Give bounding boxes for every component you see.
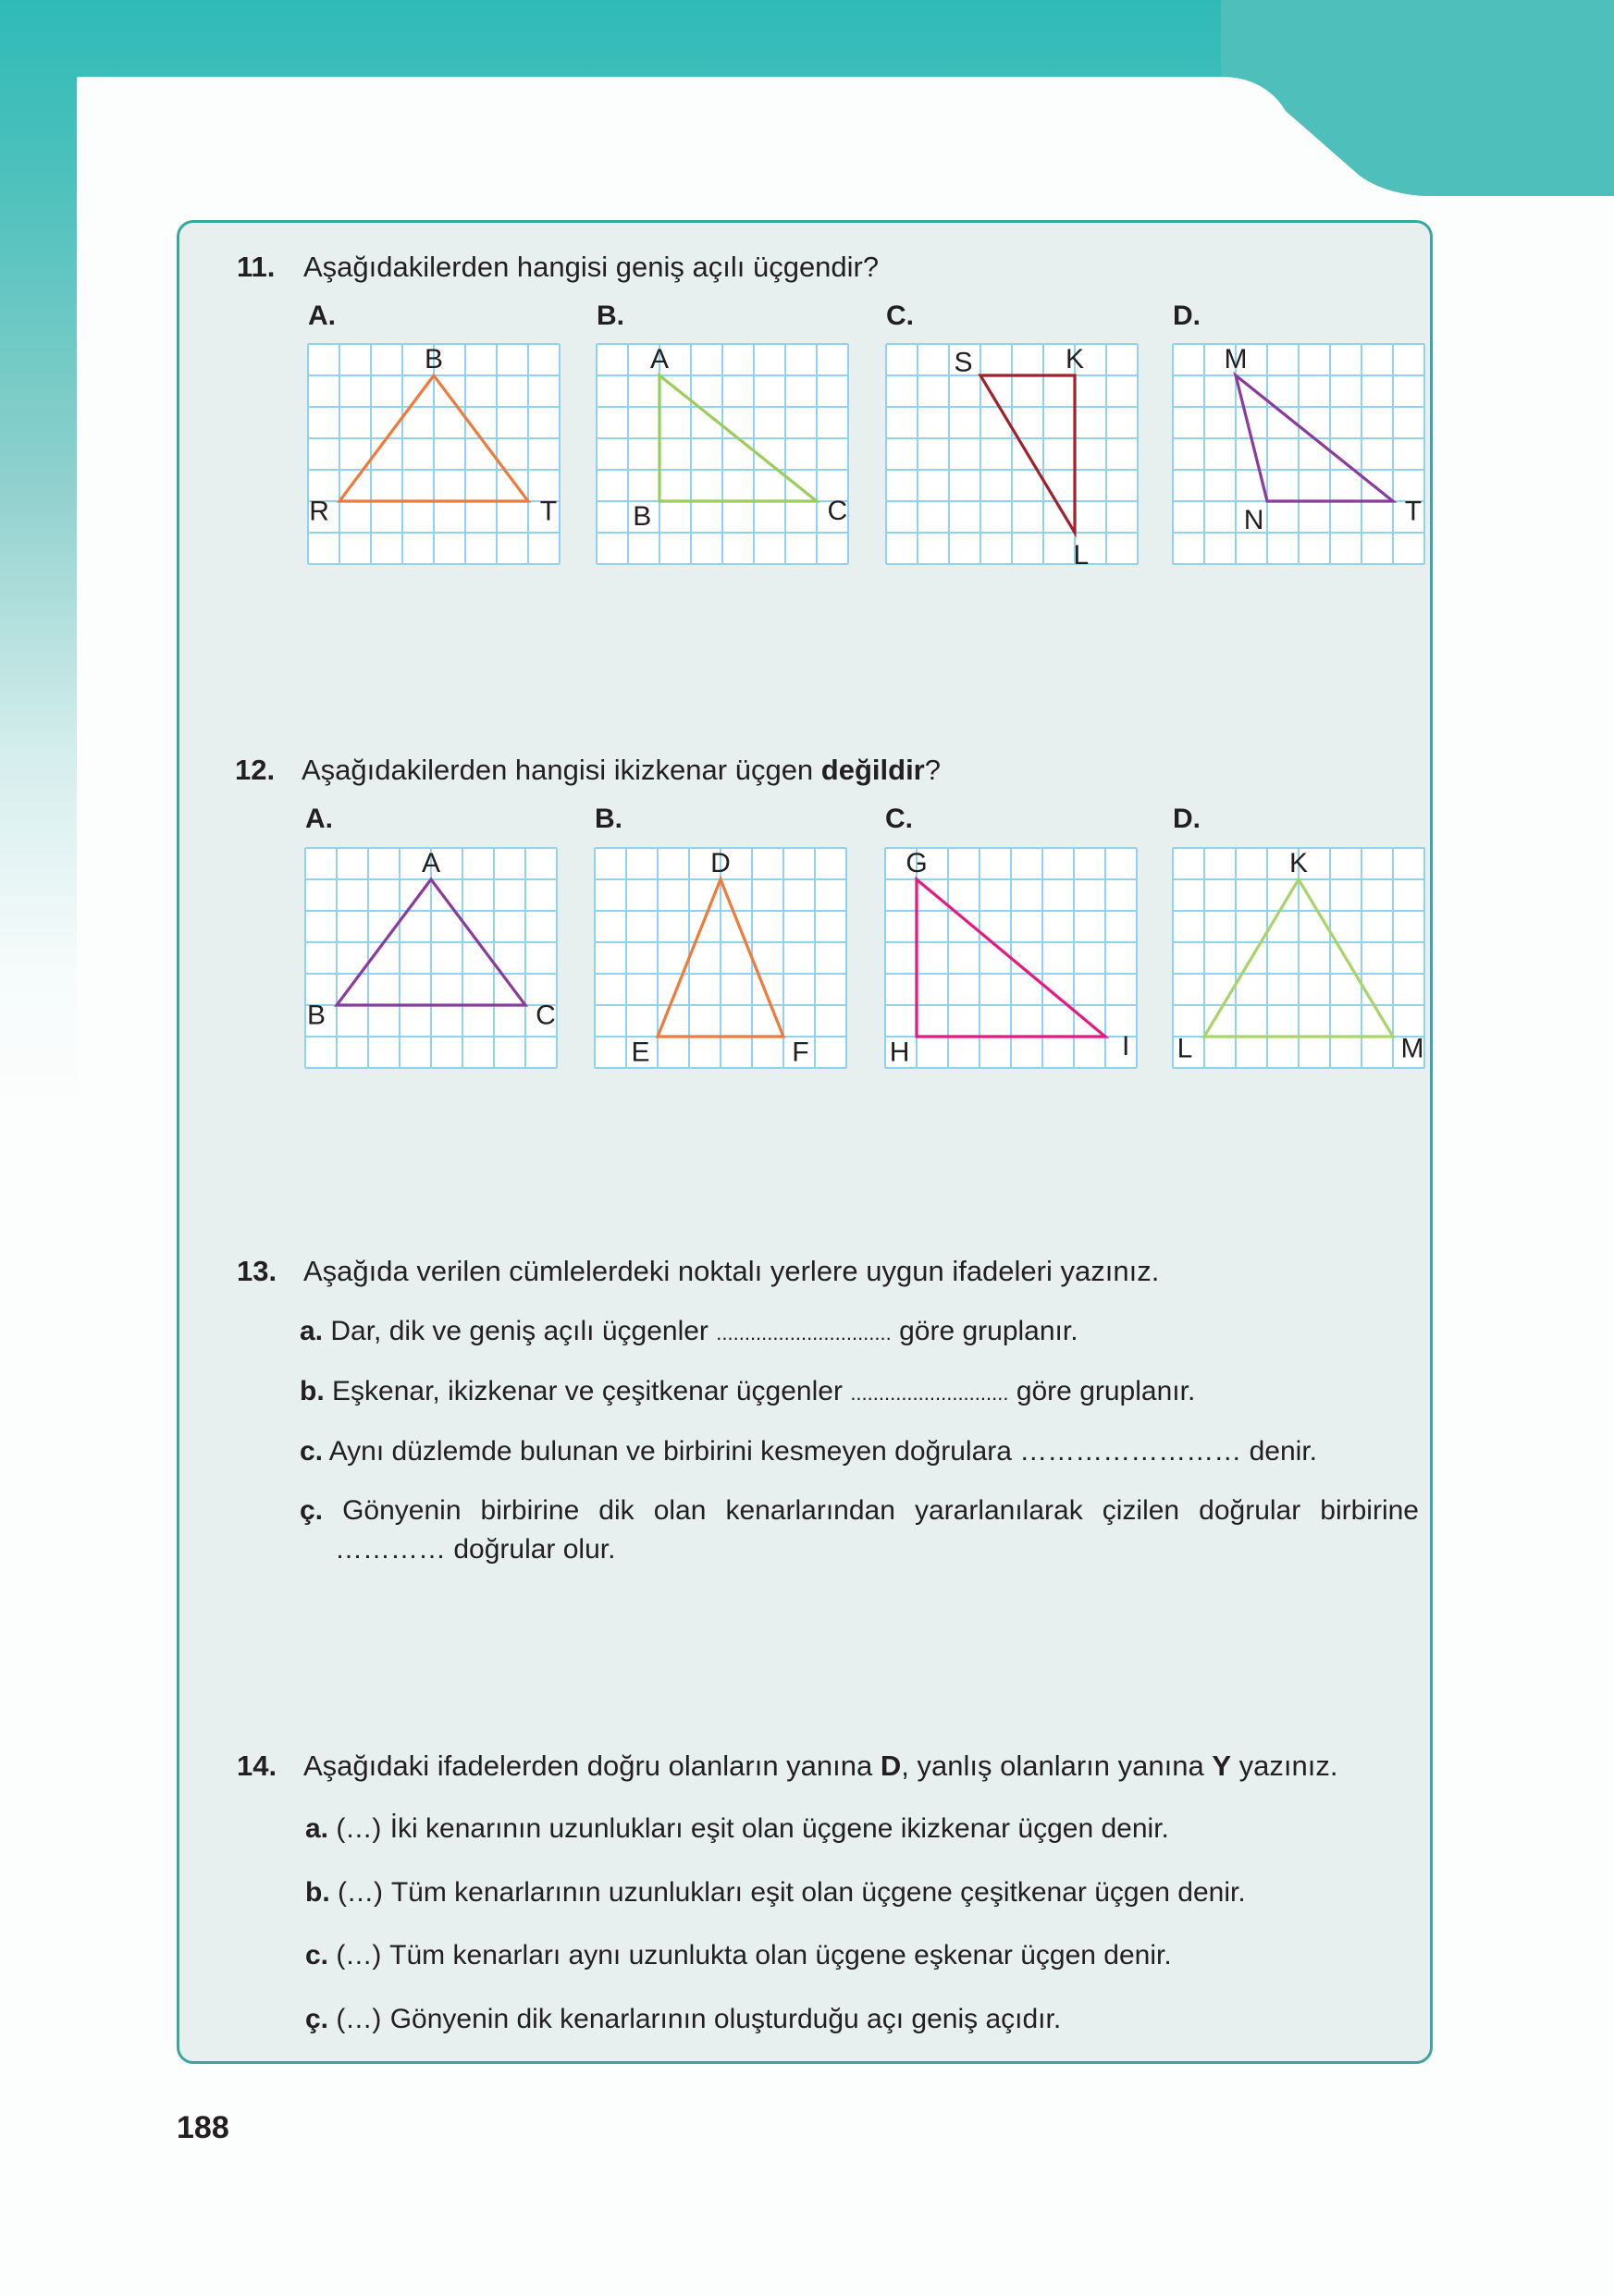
vertex-label-t: T	[539, 496, 558, 527]
question-text: Aşağıda verilen cümlelerdeki noktalı yerlere uygun ifadeleri yazınız.	[303, 1255, 1160, 1287]
triangle-grid-figure-d[interactable]	[1173, 344, 1424, 564]
item-text-end: denir.	[1249, 1436, 1318, 1467]
question-number: 11.	[237, 251, 276, 283]
question-number: 12.	[235, 754, 276, 786]
question-13-title	[237, 1255, 1159, 1288]
vertex-label-s: S	[954, 347, 973, 378]
option-label-a[interactable]: A.	[305, 804, 333, 834]
vertex-label-m: M	[1400, 1033, 1424, 1064]
option-label-b[interactable]: B.	[595, 804, 622, 834]
question-emphasis: Y	[1212, 1750, 1231, 1782]
item-text: Tüm kenarlarının uzunlukları eşit olan üçgene çeşitkenar üçgen denir.	[390, 1877, 1246, 1908]
answer-box[interactable]: (...)	[336, 1813, 383, 1844]
vertex-label-g: G	[906, 848, 928, 878]
item-letter: c.	[305, 1940, 329, 1971]
option-label-d[interactable]: D.	[1173, 301, 1201, 331]
question-14-title	[237, 1750, 1337, 1783]
item-text: Tüm kenarları aynı uzunlukta olan üçgene eşkenar üçgen denir.	[389, 1940, 1172, 1971]
vertex-label-d: D	[710, 848, 731, 878]
item-text-end: doğrular olur.	[453, 1534, 616, 1565]
question-emphasis: değildir	[820, 754, 925, 786]
option-label-a[interactable]: A.	[308, 301, 336, 331]
item-text: Eşkenar, ikizkenar ve çeşitkenar üçgenler	[332, 1376, 843, 1406]
triangle-grid-figure-a[interactable]	[305, 848, 557, 1068]
item-text: Aynı düzlemde bulunan ve birbirini kesmeyen doğrulara	[328, 1436, 1012, 1467]
question-12-title	[235, 754, 941, 787]
item-text: İki kenarının uzunlukları eşit olan üçgene ikizkenar üçgen denir.	[389, 1813, 1169, 1844]
triangle-grid-figure-c[interactable]	[885, 848, 1137, 1068]
question-11-title	[237, 251, 879, 284]
fill-blank-item-c	[300, 1435, 1317, 1468]
true-false-item-a	[305, 1812, 1169, 1846]
vertex-label-e: E	[631, 1037, 650, 1068]
vertex-label-f: F	[792, 1037, 809, 1068]
page-number: 188	[177, 2110, 229, 2145]
triangle-grid-figure-b[interactable]	[597, 344, 848, 564]
vertex-label-n: N	[1243, 505, 1264, 536]
option-label-c[interactable]: C.	[885, 804, 913, 834]
vertex-label-a: A	[649, 344, 670, 374]
answer-box[interactable]: (...)	[336, 2004, 383, 2034]
option-label-d[interactable]: D.	[1173, 804, 1201, 834]
question-text: Aşağıdakilerden hangisi ikizkenar üçgen	[302, 754, 821, 786]
item-letter: b.	[305, 1877, 330, 1908]
true-false-item-cc	[305, 2003, 1061, 2036]
triangle-grid-figure-b[interactable]	[595, 848, 846, 1068]
blank-field[interactable]: …………	[335, 1534, 446, 1565]
vertex-label-h: H	[889, 1037, 910, 1068]
answer-box[interactable]: (...)	[336, 1940, 383, 1971]
fill-blank-item-cc-cont	[335, 1533, 615, 1566]
question-text: Aşağıdakilerden hangisi geniş açılı üçgendir?	[303, 251, 880, 283]
fill-blank-item-a	[300, 1315, 1078, 1350]
blank-field[interactable]: ……………………	[1019, 1436, 1242, 1467]
item-letter: ç.	[305, 2004, 329, 2034]
blank-field[interactable]: ............................	[850, 1381, 1009, 1405]
item-text-end: göre gruplanır.	[899, 1316, 1078, 1346]
item-letter: ç.	[300, 1495, 324, 1526]
question-text: , yanlış olanların yanına	[901, 1750, 1213, 1782]
vertex-label-b: B	[424, 344, 444, 374]
option-label-c[interactable]: C.	[886, 301, 914, 331]
true-false-item-b	[305, 1876, 1246, 1909]
vertex-label-k: K	[1065, 344, 1085, 374]
vertex-label-b: B	[307, 1000, 326, 1031]
answer-box[interactable]: (...)	[338, 1877, 385, 1908]
vertex-label-l: L	[1073, 539, 1090, 571]
option-label-b[interactable]: B.	[597, 301, 624, 331]
question-emphasis: D	[880, 1750, 902, 1782]
question-punct: ?	[924, 754, 941, 786]
exercise-card	[177, 220, 1433, 2064]
vertex-label-r: R	[309, 496, 329, 527]
item-letter: a.	[305, 1813, 329, 1844]
item-text: Gönyenin dik kenarlarının oluşturduğu açı geniş açıdır.	[389, 2004, 1062, 2034]
question-text: yazınız.	[1231, 1750, 1338, 1782]
triangle-grid-figure-a[interactable]	[308, 344, 560, 564]
vertex-label-t: T	[1404, 496, 1423, 527]
fill-blank-item-cc	[300, 1494, 1419, 1528]
item-letter: c.	[300, 1436, 324, 1467]
vertex-label-i: I	[1121, 1031, 1130, 1062]
item-letter: a.	[300, 1316, 324, 1346]
blank-field[interactable]: ...............................	[716, 1321, 892, 1344]
vertex-label-b: B	[633, 500, 652, 532]
question-text: Aşağıdaki ifadelerden doğru olanların yanına	[303, 1750, 881, 1782]
question-number: 14.	[237, 1750, 277, 1782]
decorative-corner-tab	[1221, 0, 1614, 196]
item-text: Dar, dik ve geniş açılı üçgenler	[330, 1316, 708, 1346]
vertex-label-a: A	[421, 848, 441, 878]
item-text: Gönyenin birbirine dik olan kenarlarından yararlanılarak çizilen doğrular birbirine	[342, 1495, 1419, 1526]
triangle-grid-figure-c[interactable]	[886, 344, 1138, 571]
vertex-label-m: M	[1224, 344, 1248, 374]
vertex-label-c: C	[536, 1000, 556, 1031]
item-letter: b.	[300, 1376, 325, 1406]
triangle-grid-figure-d[interactable]	[1173, 848, 1424, 1068]
question-number: 13.	[237, 1255, 277, 1287]
true-false-item-c	[305, 1939, 1172, 1972]
item-text-end: göre gruplanır.	[1016, 1376, 1196, 1406]
vertex-label-l: L	[1177, 1033, 1193, 1064]
vertex-label-k: K	[1288, 848, 1309, 878]
fill-blank-item-b	[300, 1375, 1195, 1410]
vertex-label-c: C	[827, 495, 848, 526]
